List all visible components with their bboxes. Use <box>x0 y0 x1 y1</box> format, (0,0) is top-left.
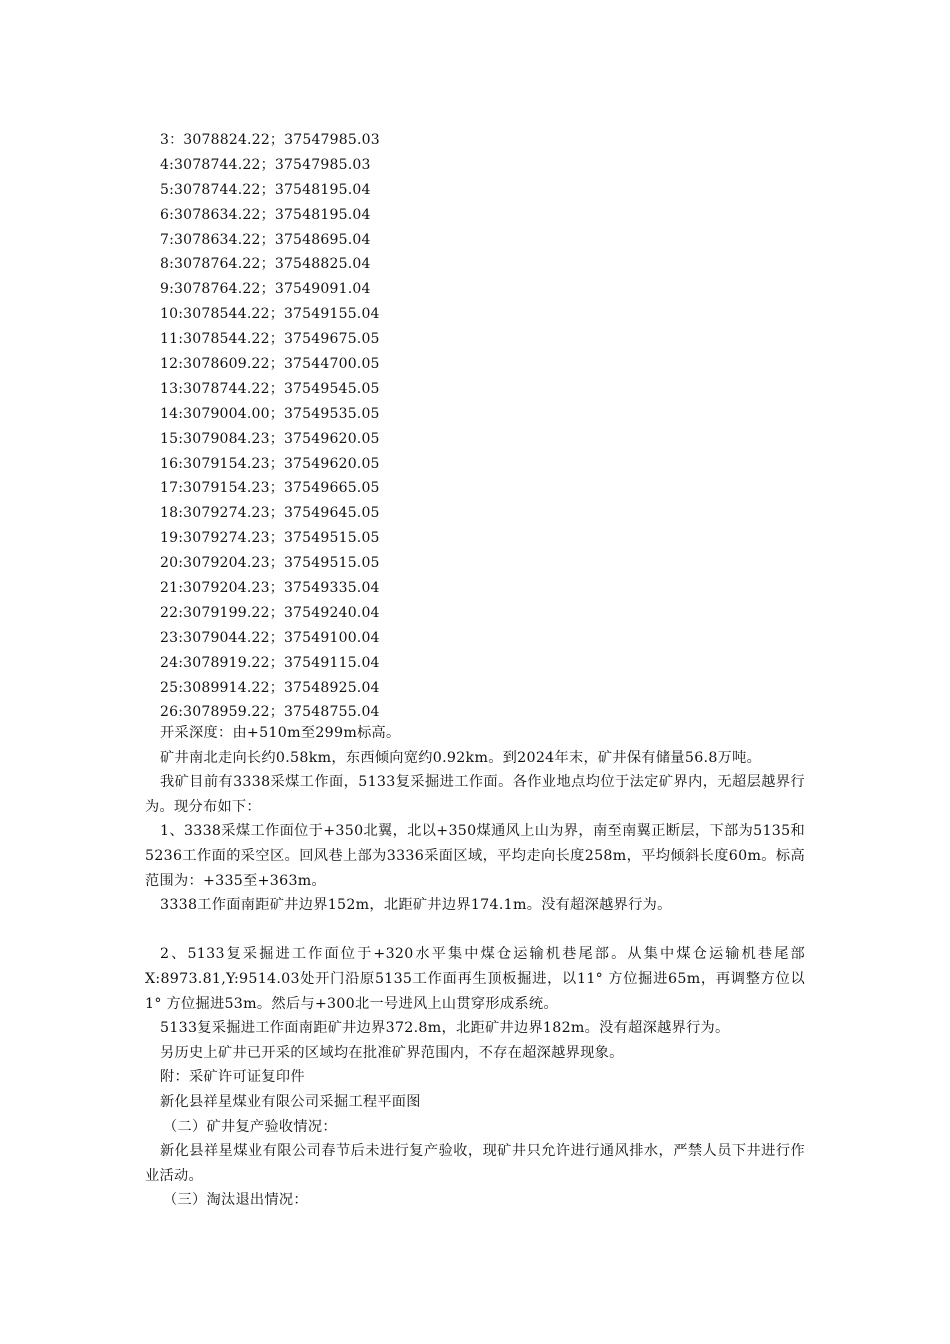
coordinate-item: 11:3078544.22；37549675.05 <box>160 331 380 348</box>
coordinate-item: 15:3079084.23；37549620.05 <box>160 430 380 447</box>
section-2-heading: （二）矿井复产验收情况： <box>163 1118 337 1135</box>
section-3-heading: （三）淘汰退出情况： <box>163 1192 308 1209</box>
face-5133-paragraph: 2、5133复采掘进工作面位于+320水平集中煤仓运输机巷尾部。从集中煤仓运输机巷尾部X:8973.81,Y:9514.03处开门沿原5135工作面再生顶板掘进，以11° 方位掘进65m，再调整方位以1° 方位掘进53m。然后与+300北一号进风上山贯穿形成系统。 <box>145 946 805 1012</box>
coordinate-item: 24:3078919.22；37549115.04 <box>160 654 380 671</box>
paragraph-spacer <box>145 918 805 943</box>
coordinate-item: 18:3079274.23；37549645.05 <box>160 505 380 522</box>
mine-size-paragraph: 矿井南北走向长约0.58km，东西倾向宽约0.92km。到2024年末，矿井保有储量56.8万吨。 <box>160 749 762 766</box>
coordinate-item: 19:3079274.23；37549515.05 <box>160 530 380 547</box>
coordinate-item: 21:3079204.23；37549335.04 <box>160 580 380 597</box>
coordinate-item: 3：3078824.22；37547985.03 <box>160 132 380 148</box>
coordinate-item: 10:3078544.22；37549155.04 <box>160 306 380 323</box>
coordinate-item: 23:3079044.22；37549100.04 <box>160 629 380 646</box>
current-faces-paragraph: 我矿目前有3338采煤工作面，5133复采掘进工作面。各作业地点均位于法定矿界内，无超层越界行为。现分布如下： <box>145 774 805 815</box>
coordinate-item: 20:3079204.23；37549515.05 <box>160 555 380 572</box>
history-paragraph: 另历史上矿井已开采的区域均在批准矿界范围内，不存在超深越界现象。 <box>160 1044 624 1061</box>
face-3338-paragraph: 1、3338采煤工作面位于+350北翼，北以+350煤通风上山为界，南至南翼正断层，下部为5135和5236工作面的采空区。回风巷上部为3336采面区域，平均走向长度258m，平均倾斜长度60m。标高范围为：+335至+363m。 <box>145 823 805 889</box>
coordinate-item: 12:3078609.22；37544700.05 <box>160 356 380 373</box>
coordinate-item: 22:3079199.22；37549240.04 <box>160 604 380 621</box>
coordinate-item: 8:3078764.22；37548825.04 <box>160 256 371 273</box>
face-3338-boundary-paragraph: 3338工作面南距矿井边界152m，北距矿井边界174.1m。没有超深越界行为。 <box>160 897 672 914</box>
coordinate-item: 13:3078744.22；37549545.05 <box>160 380 380 397</box>
coordinate-item: 17:3079154.23；37549665.05 <box>160 480 380 497</box>
coordinate-item: 5:3078744.22；37548195.04 <box>160 181 371 198</box>
attachment-plan-map: 新化县祥星煤业有限公司采掘工程平面图 <box>160 1093 421 1110</box>
coordinate-item: 25:3089914.22；37548925.04 <box>160 679 380 696</box>
coordinate-item: 6:3078634.22；37548195.04 <box>160 206 371 223</box>
face-5133-boundary-paragraph: 5133复采掘进工作面南距矿井边界372.8m，北距矿井边界182m。没有超深越界行为。 <box>160 1020 730 1037</box>
coordinate-item: 9:3078764.22；37549091.04 <box>160 281 371 298</box>
attachment-license: 附：采矿许可证复印件 <box>160 1069 305 1086</box>
coordinate-item: 26:3078959.22；37548755.04 <box>160 704 380 721</box>
section-2-body: 新化县祥星煤业有限公司春节后未进行复产验收，现矿井只允许进行通风排水，严禁人员下井进行作业活动。 <box>145 1143 805 1184</box>
coordinate-item: 16:3079154.23；37549620.05 <box>160 455 380 472</box>
document-body <box>145 721 805 1213</box>
mining-depth-paragraph: 开采深度：由+510m至299m标高。 <box>160 725 401 741</box>
coordinate-item: 7:3078634.22；37548695.04 <box>160 231 371 248</box>
coordinate-item: 14:3079004.00；37549535.05 <box>160 405 380 422</box>
coordinate-item: 4:3078744.22；37547985.03 <box>160 156 371 173</box>
coordinate-list <box>160 128 560 725</box>
